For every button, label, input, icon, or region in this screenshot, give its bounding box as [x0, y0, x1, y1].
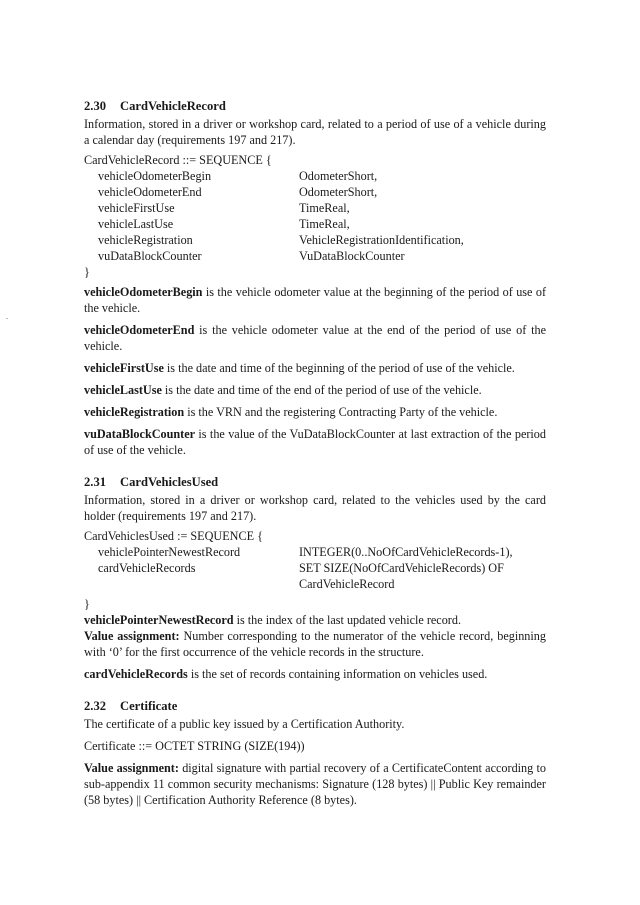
asn-field-name: vehicleFirstUse — [98, 201, 175, 215]
asn-field-row — [84, 216, 546, 232]
asn-field-row — [84, 248, 546, 264]
asn-field-name: cardVehicleRecords — [98, 561, 196, 575]
definition-text: is the date and time of the beginning of the period of use of the vehicle. — [163, 361, 515, 375]
page-content — [84, 98, 546, 808]
asn-field-type: TimeReal, — [299, 201, 350, 215]
section-title: CardVehiclesUsed — [120, 475, 219, 489]
definition-term: vehicleOdometerBegin — [84, 285, 203, 299]
asn-definition: Certificate ::= OCTET STRING (SIZE(194)) — [84, 739, 305, 753]
asn-field-type: VehicleRegistrationIdentification, — [299, 233, 464, 247]
definition-paragraph — [84, 284, 546, 316]
section-title: Certificate — [120, 699, 178, 713]
asn-field-row — [84, 576, 546, 592]
asn-open: CardVehicleRecord ::= SEQUENCE { — [84, 153, 272, 167]
value-assignment — [84, 760, 546, 808]
section-heading-2-32 — [84, 698, 546, 714]
asn-field-row — [84, 560, 546, 576]
definition-term: cardVehicleRecords — [84, 667, 188, 681]
value-assignment-text: Number corresponding to the numerator of the vehicle record, beginning with ‘0’ for the first occurrence of the vehicle records in the structure. — [84, 629, 546, 659]
definition-paragraph — [84, 426, 546, 458]
definition-text: is the value of the VuDataBlockCounter at last extraction of the period of use of the vehicle. — [84, 427, 546, 457]
asn-close: } — [84, 265, 90, 279]
asn-close: } — [84, 597, 90, 611]
scan-mark — [6, 318, 8, 319]
asn-field-name: vuDataBlockCounter — [98, 249, 202, 263]
section-number: 2.32 — [84, 699, 107, 713]
definition-term: vehicleLastUse — [84, 383, 162, 397]
section-intro: The certificate of a public key issued by a Certification Authority. — [84, 717, 405, 731]
definition-paragraph — [84, 404, 546, 420]
asn-definition — [84, 152, 546, 280]
section-number: 2.30 — [84, 99, 107, 113]
asn-field-type: TimeReal, — [299, 217, 350, 231]
asn-definition — [84, 528, 546, 612]
definition-paragraph — [84, 322, 546, 354]
definition-text: is the set of records containing information on vehicles used. — [187, 667, 488, 681]
asn-field-type: OdometerShort, — [299, 169, 378, 183]
asn-field-type: OdometerShort, — [299, 185, 378, 199]
definition-text: is the vehicle odometer value at the end of the period of use of the vehicle. — [84, 323, 546, 353]
definition-paragraph — [84, 360, 546, 376]
definition-paragraph — [84, 612, 546, 628]
asn-field-name: vehicleLastUse — [98, 217, 174, 231]
section-title: CardVehicleRecord — [120, 99, 226, 113]
definition-term: vehicleFirstUse — [84, 361, 164, 375]
definition-paragraph — [84, 382, 546, 398]
definition-term: vuDataBlockCounter — [84, 427, 196, 441]
definition-text: is the date and time of the end of the period of use of the vehicle. — [161, 383, 482, 397]
section-heading-2-30 — [84, 98, 546, 114]
definition-text: is the vehicle odometer value at the beginning of the period of use of the vehicle. — [84, 285, 546, 315]
asn-field-type: INTEGER(0..NoOfCardVehicleRecords-1), — [299, 545, 513, 559]
asn-field-name — [84, 576, 299, 592]
section-intro: Information, stored in a driver or workshop card, related to a period of use of a vehicle during a calendar day (requirements 197 and 217). — [84, 117, 546, 147]
value-assignment-label: Value assignment: — [84, 761, 179, 775]
value-assignment — [84, 628, 546, 660]
asn-field-row — [84, 184, 546, 200]
asn-field-name: vehicleOdometerBegin — [98, 169, 212, 183]
definition-paragraph — [84, 666, 546, 682]
section-number: 2.31 — [84, 475, 107, 489]
asn-field-name: vehicleOdometerEnd — [98, 185, 202, 199]
value-assignment-label: Value assignment: — [84, 629, 180, 643]
asn-field-type: VuDataBlockCounter — [299, 249, 405, 263]
value-assignment-text: digital signature with partial recovery of a CertificateContent according to sub-appendix 11 common security mechanisms: Signature (128 bytes) || Public Key remainder (58 bytes) || Certification Authority Reference (8 bytes). — [84, 761, 546, 807]
asn-field-row — [84, 168, 546, 184]
asn-field-type: CardVehicleRecord — [299, 577, 395, 591]
definition-text: is the index of the last updated vehicle record. — [233, 613, 461, 627]
asn-field-type: SET SIZE(NoOfCardVehicleRecords) OF — [299, 561, 504, 575]
definition-term: vehicleOdometerEnd — [84, 323, 195, 337]
asn-open: CardVehiclesUsed := SEQUENCE { — [84, 529, 263, 543]
section-intro: Information, stored in a driver or workshop card, related to the vehicles used by the card holder (requirements 197 and 217). — [84, 493, 546, 523]
asn-field-row — [84, 232, 546, 248]
asn-field-row — [84, 544, 546, 560]
section-heading-2-31 — [84, 474, 546, 490]
definition-text: is the VRN and the registering Contracting Party of the vehicle. — [184, 405, 498, 419]
definition-term: vehicleRegistration — [84, 405, 185, 419]
asn-field-row — [84, 200, 546, 216]
definition-term: vehiclePointerNewestRecord — [84, 613, 234, 627]
asn-field-name: vehiclePointerNewestRecord — [98, 545, 241, 559]
asn-field-name: vehicleRegistration — [98, 233, 193, 247]
